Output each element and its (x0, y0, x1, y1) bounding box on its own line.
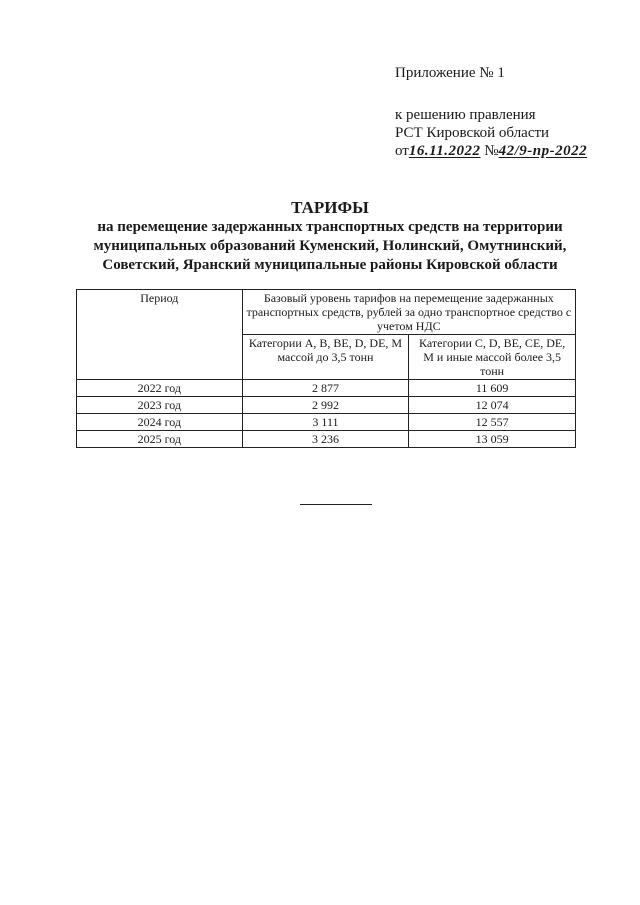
cell-period: 2024 год (77, 414, 243, 431)
cell-cat1: 3 111 (242, 414, 409, 431)
cell-cat1: 2 992 (242, 397, 409, 414)
number-prefix: № (484, 143, 499, 159)
end-divider (300, 504, 372, 505)
tariff-table (76, 289, 576, 448)
cell-cat2: 12 557 (409, 414, 576, 431)
decision-date-number (395, 142, 587, 160)
cell-cat2: 12 074 (409, 397, 576, 414)
table-row (77, 431, 576, 448)
title-main: ТАРИФЫ (291, 198, 369, 217)
decision-line-1: к решению правления (395, 107, 536, 123)
cell-period: 2023 год (77, 397, 243, 414)
decision-line-2: РСТ Кировской области (395, 125, 550, 141)
cell-period: 2022 год (77, 380, 243, 397)
cell-cat2: 11 609 (409, 380, 576, 397)
cell-cat1: 2 877 (242, 380, 409, 397)
table-header-row (77, 290, 576, 335)
decision-reference (395, 106, 587, 160)
header-category-light: Категории A, B, BE, D, DE, M массой до 3,5 тонн (242, 335, 409, 380)
table-row (77, 380, 576, 397)
header-base-level: Базовый уровень тарифов на перемещение задержанных транспортных средств, рублей за одно транспортное средство с учетом НДС (242, 290, 575, 335)
cell-period: 2025 год (77, 431, 243, 448)
table-row (77, 397, 576, 414)
title-line-1: на перемещение задержанных транспортных средств на территории (97, 219, 563, 235)
header-category-heavy: Категории C, D, BE, CE, DE, M и иные массой более 3,5 тонн (409, 335, 576, 380)
cell-cat1: 3 236 (242, 431, 409, 448)
from-prefix: от (395, 143, 409, 159)
title-line-3: Советский, Яранский муниципальные районы Кировской области (102, 257, 558, 273)
appendix-label: Приложение № 1 (395, 65, 505, 81)
header-period: Период (77, 290, 243, 380)
decision-number: 42/9-пр-2022 (498, 143, 588, 159)
title-line-2: муниципальных образований Куменский, Нолинский, Омутнинский, (93, 238, 567, 254)
table-row (77, 414, 576, 431)
document-title (60, 198, 600, 275)
cell-cat2: 13 059 (409, 431, 576, 448)
decision-date: 16.11.2022 (408, 143, 481, 159)
